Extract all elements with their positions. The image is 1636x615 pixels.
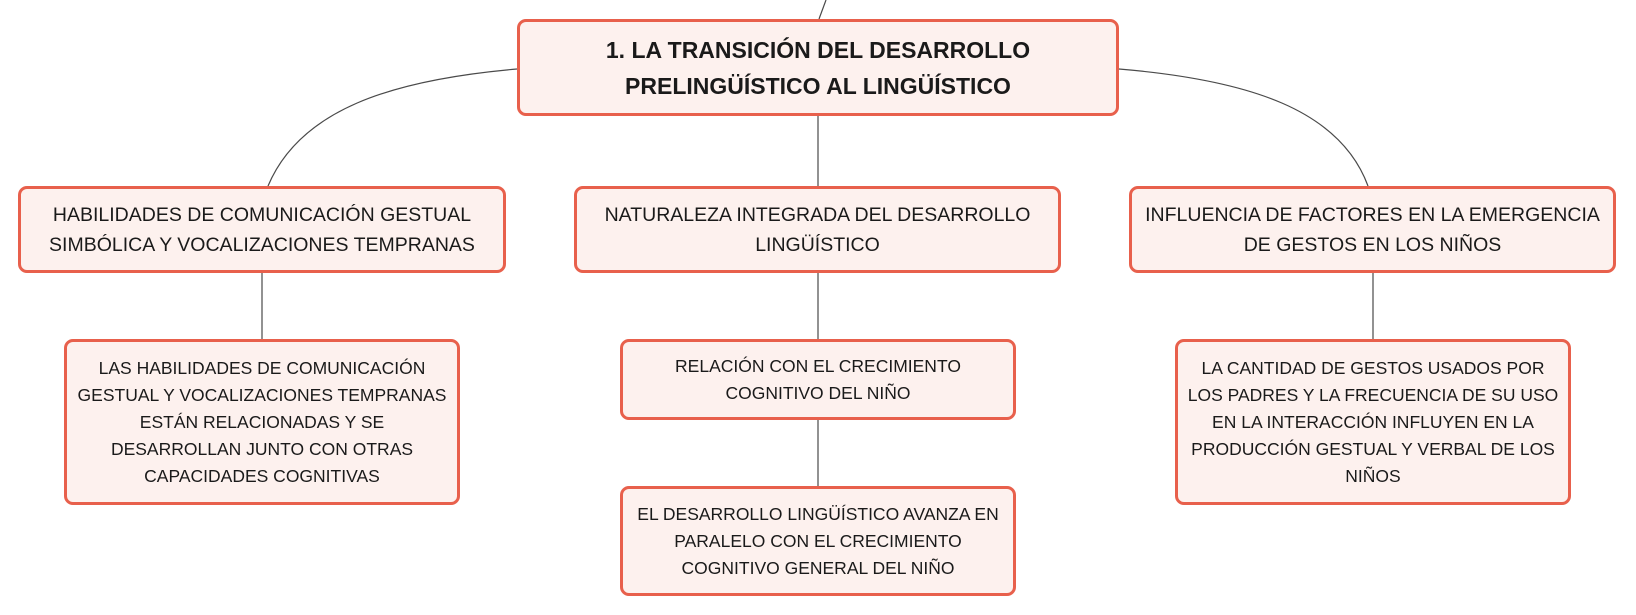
subtopic-gestual-skills-related[interactable] (64, 339, 460, 505)
branch-gestual-communication[interactable] (18, 186, 506, 273)
branch-integrated-nature[interactable] (574, 186, 1061, 273)
subtopic-parallel-development[interactable] (620, 486, 1016, 596)
connector-root-to-left-branch (268, 69, 517, 186)
root-topic[interactable] (517, 19, 1119, 116)
root-topic-title: 1. LA TRANSICIÓN DEL DESARROLLO PRELINGÜÍSTICO AL LINGÜÍSTICO (605, 36, 1031, 99)
subtopic-cognitive-growth-relation[interactable] (620, 339, 1016, 420)
subtopic-label: LAS HABILIDADES DE COMUNICACIÓN GESTUAL Y VOCALIZACIONES TEMPRANAS ESTÁN RELACIONADAS Y SE DESARROLLAN JUNTO CON OTRAS CAPACIDADES COGNITIVAS (77, 357, 447, 486)
branch-label: NATURALEZA INTEGRADA DEL DESARROLLO LINGÜÍSTICO (604, 203, 1031, 256)
branch-label: INFLUENCIA DE FACTORES EN LA EMERGENCIA DE GESTOS EN LOS NIÑOS (1145, 203, 1600, 256)
subtopic-parent-gestures[interactable] (1175, 339, 1571, 505)
connector-root-to-right-branch (1119, 69, 1368, 186)
subtopic-label: RELACIÓN CON EL CRECIMIENTO COGNITIVO DEL NIÑO (675, 355, 961, 403)
subtopic-label: LA CANTIDAD DE GESTOS USADOS POR LOS PADRES Y LA FRECUENCIA DE SU USO EN LA INTERACCIÓN INFLUYEN EN LA PRODUCCIÓN GESTUAL Y VERBAL DE LOS NIÑOS (1187, 357, 1559, 486)
connector-parent-to-root (819, 0, 826, 19)
branch-factors-influence[interactable] (1129, 186, 1616, 273)
subtopic-label: EL DESARROLLO LINGÜÍSTICO AVANZA EN PARALELO CON EL CRECIMIENTO COGNITIVO GENERAL DEL NIÑO (637, 503, 999, 578)
branch-label: HABILIDADES DE COMUNICACIÓN GESTUAL SIMBÓLICA Y VOCALIZACIONES TEMPRANAS (49, 203, 475, 256)
